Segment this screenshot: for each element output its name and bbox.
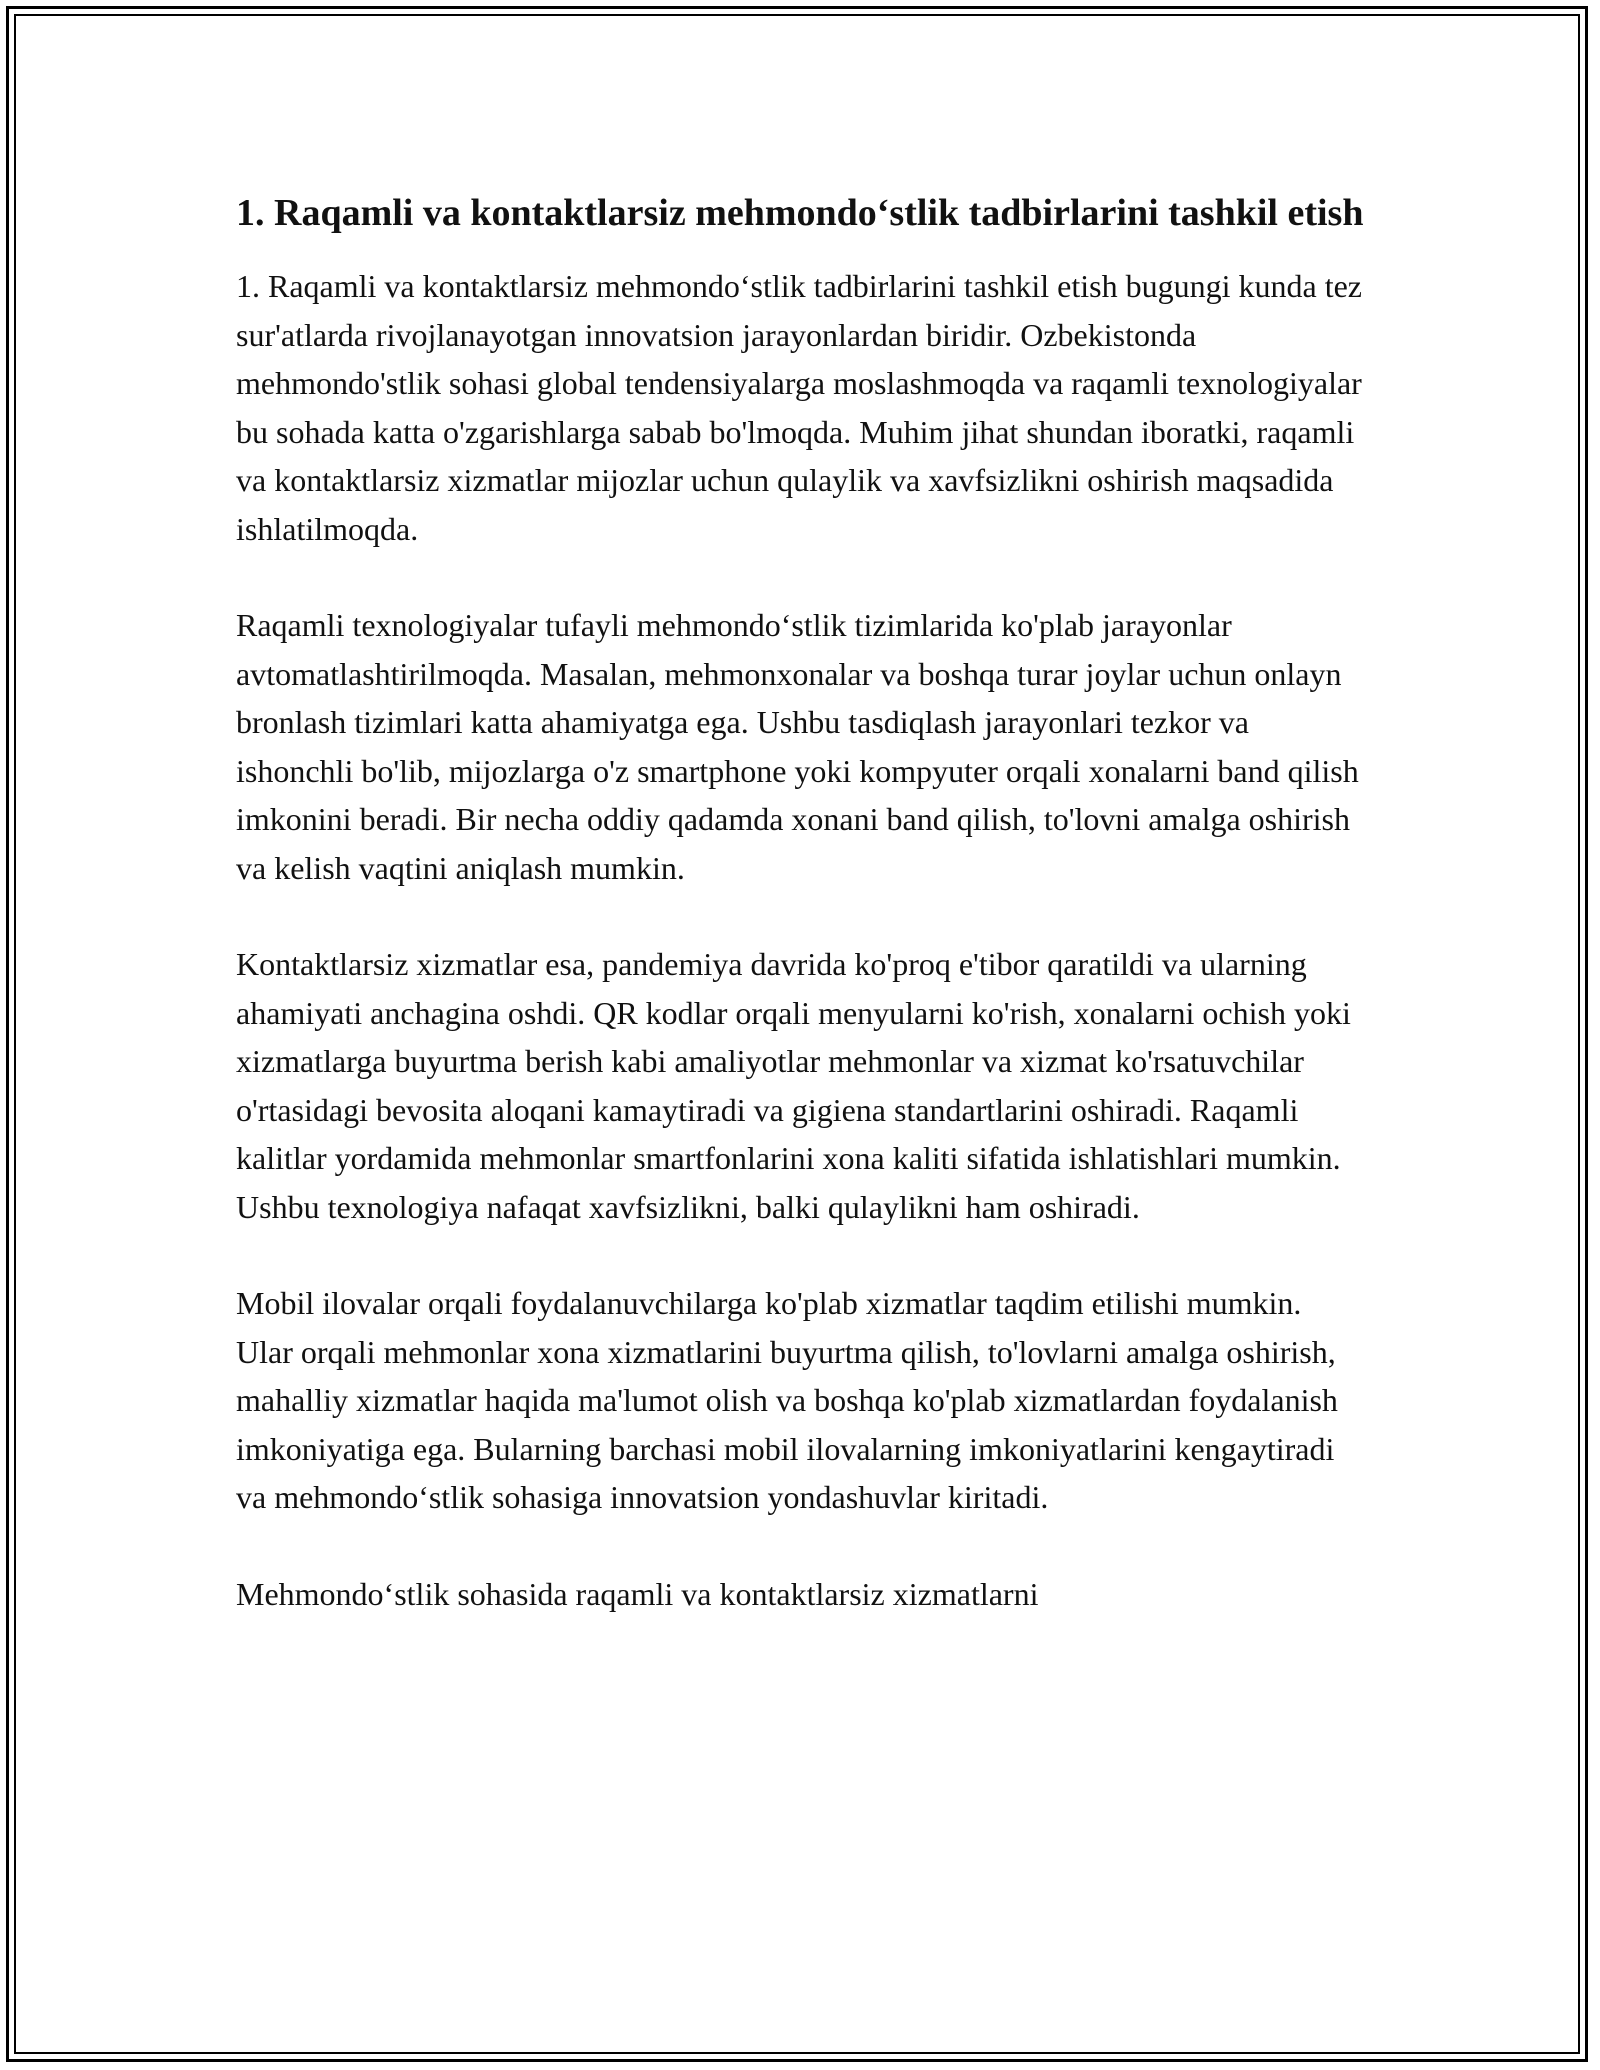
paragraph-2: Raqamli texnologiyalar tufayli mehmondo‘stlik tizimlarida ko'plab jarayonlar avtomatlashtirilmoqda. Masalan, mehmonxonalar va boshqa turar joylar uchun onlayn bronlash tizimlari katta ahamiyatga ega. Ushbu tasdiqlash jarayonlari tezkor va ishonchli bo'lib, mijozlarga o'z smartphone yoki kompyuter orqali xonalarni band qilish imkonini beradi. Bir necha oddiy qadamda xonani band qilish, to'lovni amalga oshirish va kelish vaqtini aniqlash mumkin. (236, 607, 1359, 886)
document-title: 1. Raqamli va kontaktlarsiz mehmondo‘stlik tadbirlarini tashkil etish (236, 192, 1364, 234)
document-body (236, 186, 1366, 1666)
paragraph-3: Kontaktlarsiz xizmatlar esa, pandemiya davrida ko'proq e'tibor qaratildi va ularning ahamiyati anchagina oshdi. QR kodlar orqali menyularni ko'rish, xonalarni ochish yoki xizmatlarga buyurtma berish kabi amaliyotlar mehmonlar va xizmat ko'rsatuvchilar o'rtasidagi bevosita aloqani kamaytiradi va gigiena standartlarini oshiradi. Raqamli kalitlar yordamida mehmonlar smartfonlarini xona kaliti sifatida ishlatishlari mumkin. Ushbu texnologiya nafaqat xavfsizlikni, balki qulaylikni ham oshiradi. (236, 946, 1351, 1225)
paragraph-5: Mehmondo‘stlik sohasida raqamli va kontaktlarsiz xizmatlarni (236, 1575, 1039, 1612)
paragraph-1: 1. Raqamli va kontaktlarsiz mehmondo‘stlik tadbirlarini tashkil etish bugungi kunda tez sur'atlarda rivojlanayotgan innovatsion jarayonlardan biridir. Ozbekistonda mehmondo'stlik sohasi global tendensiyalarga moslashmoqda va raqamli texnologiyalar bu sohada katta o'zgarishlarga sabab bo'lmoqda. Muhim jihat shundan iboratki, raqamli va kontaktlarsiz xizmatlar mijozlar uchun qulaylik va xavfsizlikni oshirish maqsadida ishlatilmoqda. (236, 268, 1362, 547)
paragraph-4: Mobil ilovalar orqali foydalanuvchilarga ko'plab xizmatlar taqdim etilishi mumkin. Ular orqali mehmonlar xona xizmatlarini buyurtma qilish, to'lovlarni amalga oshirish, mahalliy xizmatlar haqida ma'lumot olish va boshqa ko'plab xizmatlardan foydalanish imkoniyatiga ega. Bularning barchasi mobil ilovalarning imkoniyatlarini kengaytiradi va mehmondo‘stlik sohasiga innovatsion yondashuvlar kiritadi. (236, 1285, 1338, 1515)
